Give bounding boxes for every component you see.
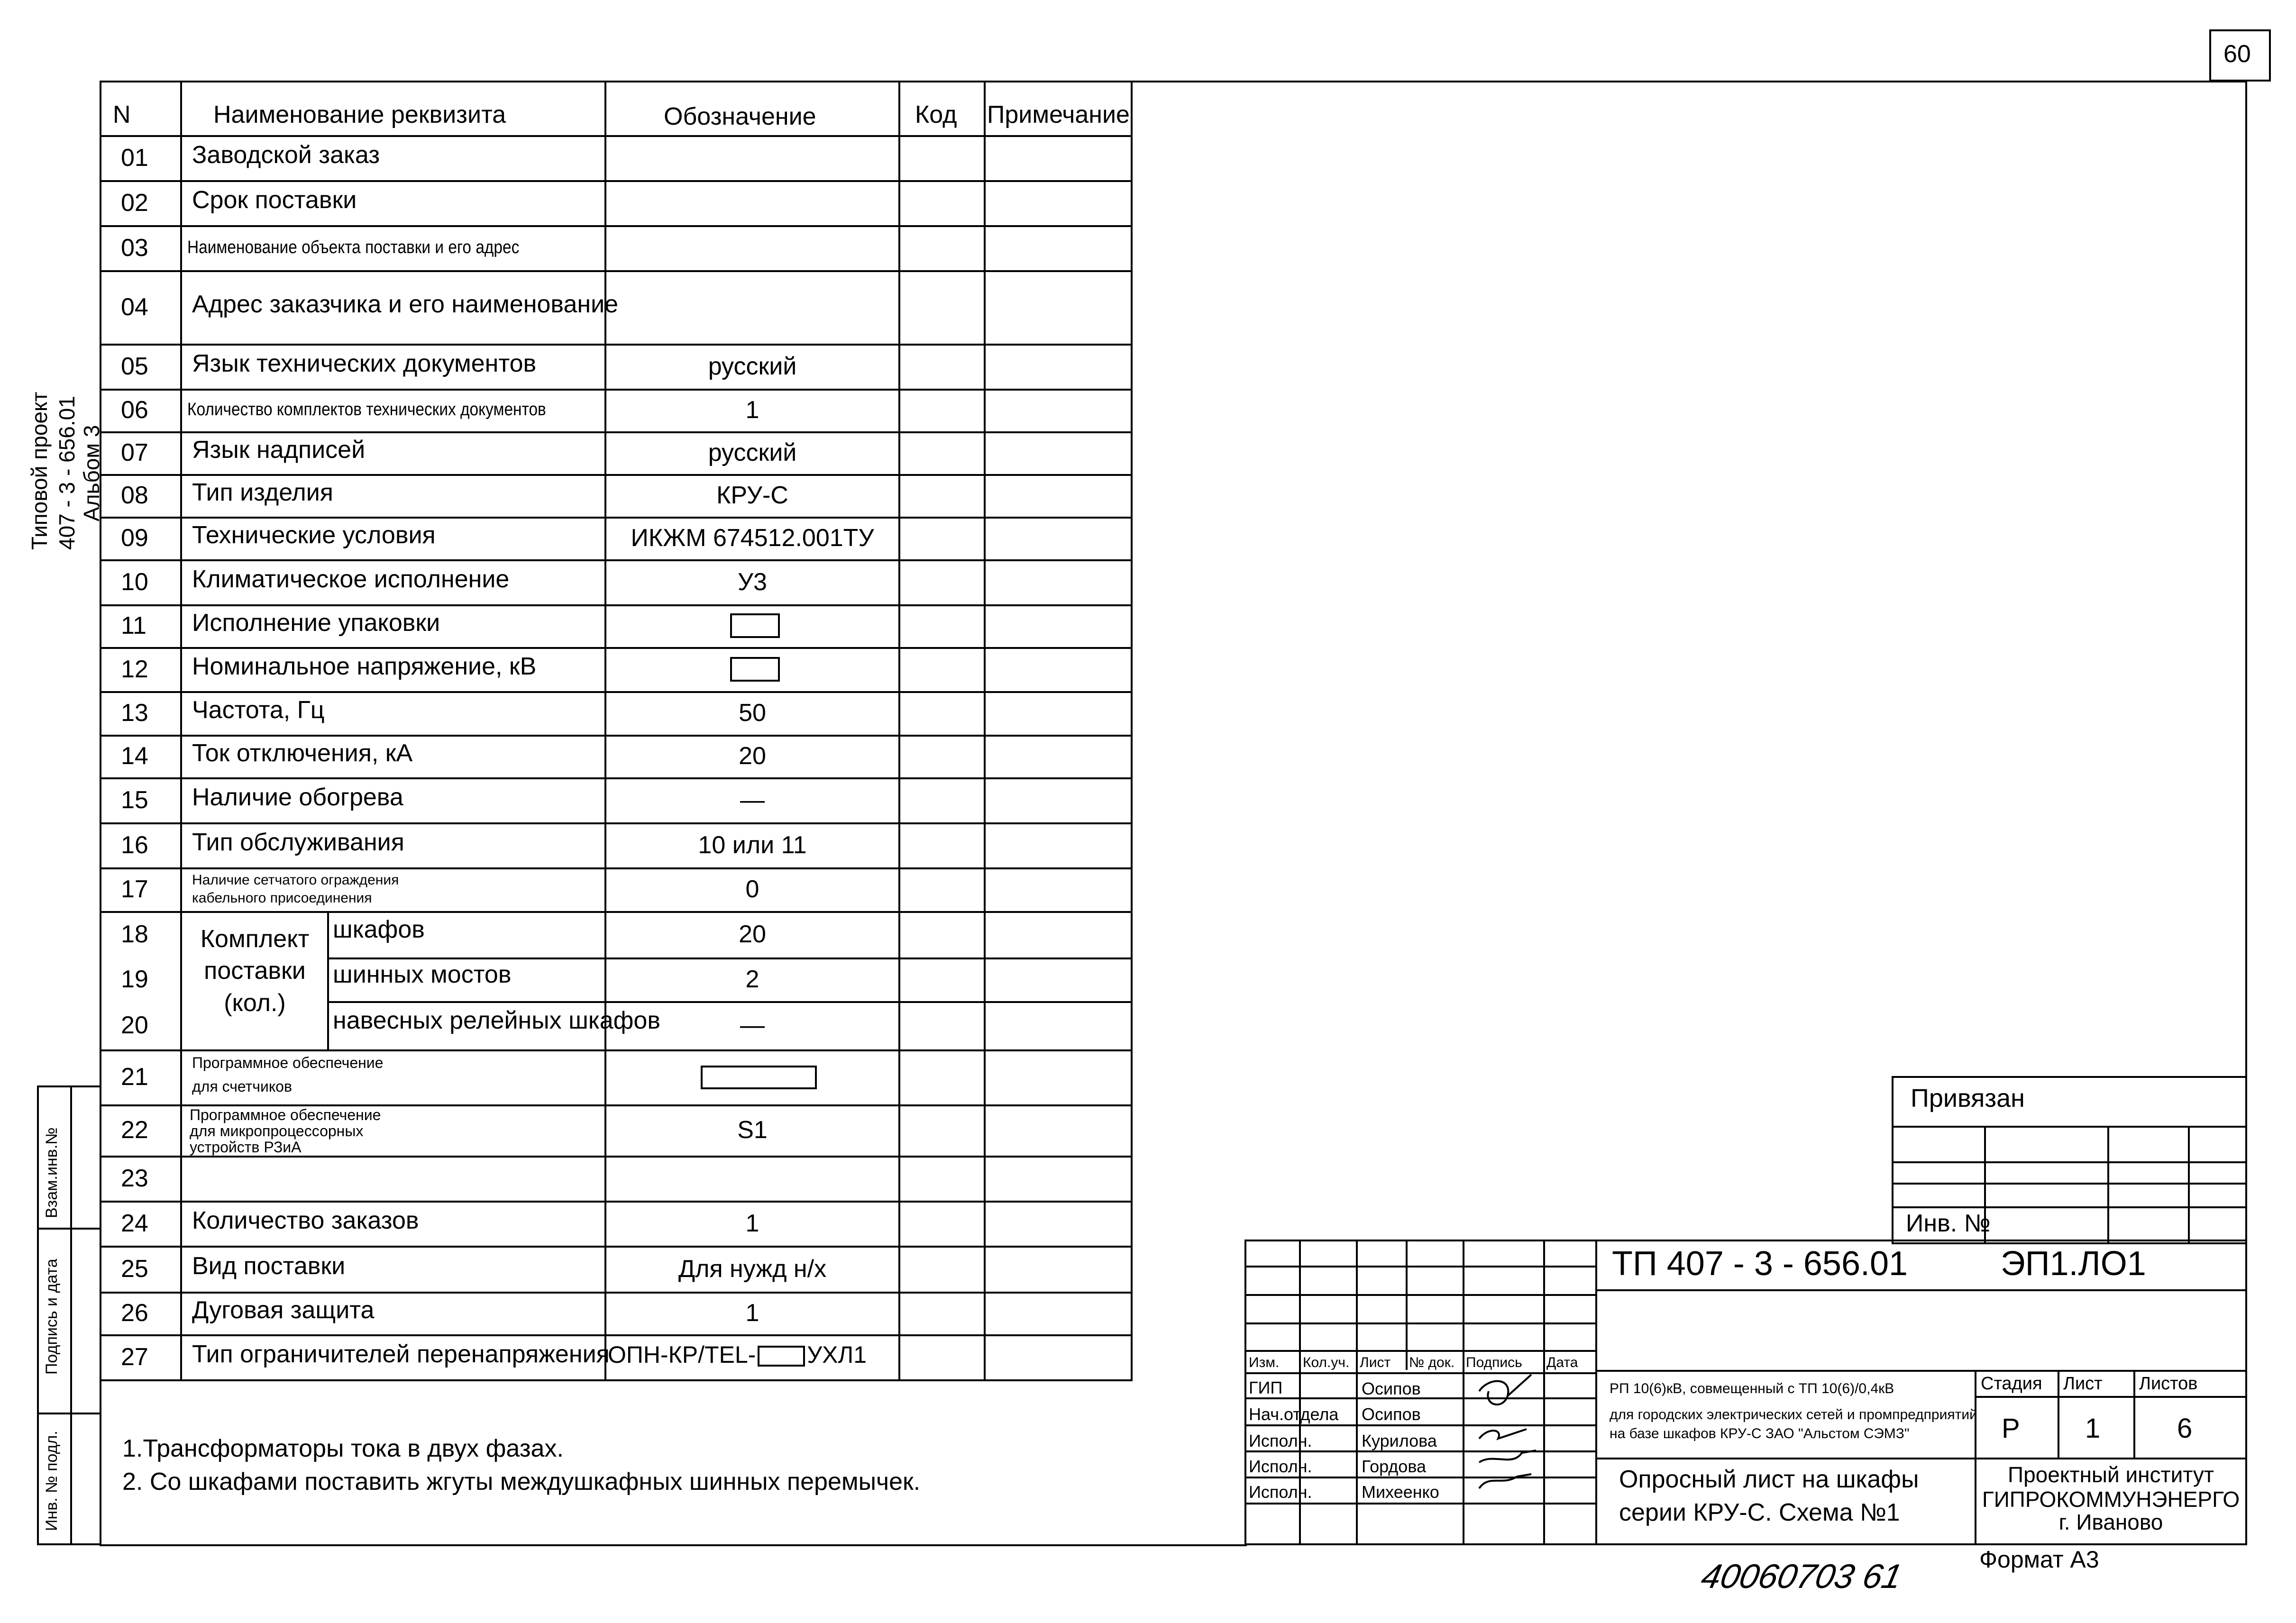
row-value: Для нужд н/х [678,1255,827,1283]
note-1: 1.Трансформаторы тока в двух фазах. [122,1435,564,1462]
table-hline [100,911,1133,913]
row-value: 20 [739,921,766,948]
table-hline [100,1292,1133,1294]
table-hline [327,1001,1133,1003]
row-number: 13 [121,699,148,727]
table-hline [100,1379,1133,1381]
side-fields-line2 [37,1413,101,1414]
row-name-line: для счетчиков [192,1078,292,1095]
table-hline [100,135,1133,137]
row-name-line: кабельного присоединения [192,890,372,906]
row-name: Тип обслуживания [192,828,404,856]
side-fields-line1 [37,1228,101,1230]
tb-col-izm: Изм. [1249,1355,1280,1370]
table-hline [100,777,1133,779]
row-number: 23 [121,1164,148,1192]
row-number: 19 [121,966,148,993]
row-name: Количество комплектов технических документов [187,400,546,419]
table-hline [100,389,1133,391]
row-number: 04 [121,293,148,321]
privyazan-title: Привязан [1911,1084,2025,1112]
table-hline [327,957,1133,959]
row-name: Технические условия [192,521,436,549]
row-name: Срок поставки [192,186,357,214]
header-name: Наименование реквизита [213,101,506,128]
tb-doc-title-line1: Опросный лист на шкафы [1619,1466,1919,1493]
header-code: Код [915,101,957,128]
row-name: Адрес заказчика и его наименование [192,290,619,318]
blank-field[interactable] [730,657,780,682]
tb-desc-line3: на базе шкафов КРУ-С ЗАО "Альстом СЭМЗ" [1610,1426,1910,1441]
tb-name-2: Курилова [1362,1431,1437,1450]
frame-bottom [100,1544,1247,1546]
tb-role-4: Исполн. [1249,1482,1312,1502]
row-name: Исполнение упаковки [192,609,440,637]
group-label-line1: Комплект [200,925,310,953]
row-value: 1 [745,1209,759,1237]
tb-sheets: 6 [2177,1413,2193,1444]
tb-doc-title-line2: серии КРУ-С. Схема №1 [1619,1499,1900,1526]
row-name: Номинальное напряжение, кВ [192,652,537,680]
side-stamp-line1: Типовой проект [27,392,52,550]
table-hline [100,559,1133,561]
row-name: Наименование объекта поставки и его адрес [187,237,520,257]
row-name-line: Программное обеспечение [190,1106,381,1123]
row-number: 18 [121,921,148,948]
handwritten-number: 40060703 61 [1698,1558,1905,1596]
tb-col-podpis: Подпись [1466,1355,1522,1370]
row-number: 21 [121,1063,148,1091]
row-name: Количество заказов [192,1206,419,1234]
row-value: 0 [745,875,759,903]
table-hline [100,1201,1133,1203]
tb-sheet-header: Лист [2063,1374,2103,1394]
blank-field[interactable] [730,613,780,638]
row-name: Заводской заказ [192,141,380,169]
table-hline [100,270,1133,272]
tb-org-line2: ГИПРОКОММУНЭНЕРГО [1982,1487,2240,1512]
row-value: 50 [739,699,766,727]
row-name: Частота, Гц [192,696,325,724]
value-suffix: УХЛ1 [807,1341,867,1368]
row-name: Язык надписей [192,436,366,464]
tb-stage: Р [2002,1413,2020,1444]
row-number: 24 [121,1209,148,1237]
table-hline [100,604,1133,606]
row-value: 1 [745,396,759,424]
table-hline [100,225,1133,227]
tb-col-list: Лист [1360,1355,1391,1370]
row-value: — [740,1012,765,1039]
row-number: 07 [121,439,148,466]
tb-col-data: Дата [1546,1355,1578,1370]
row-number: 03 [121,234,148,262]
row-name: Наличие обогрева [192,783,403,811]
side-stamp-line2: 407 - 3 - 656.01 [55,396,79,550]
tb-desc-line2: для городских электрических сетей и промпредприятий [1610,1407,1977,1422]
tb-stage-header: Стадия [1981,1374,2042,1394]
row-value: 1 [745,1299,759,1327]
tb-sheet-code: ЭП1.ЛО1 [2001,1245,2146,1283]
tb-role-1: Нач.отдела [1249,1404,1339,1424]
row-number: 05 [121,352,148,380]
row-number: 06 [121,396,148,424]
table-hline [100,691,1133,693]
tb-doc-code: ТП 407 - 3 - 656.01 [1612,1245,1908,1283]
row-number: 08 [121,482,148,509]
row-number: 10 [121,568,148,596]
tb-sheet: 1 [2085,1413,2101,1444]
tb-role-0: ГИП [1249,1378,1283,1397]
group-label-line3: (кол.) [224,989,286,1017]
row-name-line: Наличие сетчатого ограждения [192,872,399,888]
row-value: ИКЖМ 674512.001ТУ [631,524,874,552]
side-fields-divider [70,1085,72,1545]
row-number: 09 [121,524,148,552]
row-value: русский [708,352,797,380]
row-name: шкафов [333,916,425,943]
row-number: 02 [121,189,148,217]
table-hline [100,867,1133,869]
row-number: 14 [121,742,148,770]
row-number: 25 [121,1255,148,1283]
tb-name-3: Гордова [1362,1457,1427,1476]
table-hline [100,81,1133,82]
table-hline [100,180,1133,182]
header-designation: Обозначение [664,103,816,130]
table-hline [100,647,1133,649]
row-value: У3 [738,568,767,596]
row-name: Вид поставки [192,1252,346,1280]
row-number: 17 [121,875,148,903]
tb-name-4: Михеенко [1362,1482,1439,1502]
format-label: Формат А3 [1979,1546,2099,1573]
row-name-line: для микропроцессорных [190,1122,364,1140]
row-name: Язык технических документов [192,349,537,377]
side-field-podpis: Подпись и дата [43,1258,61,1375]
row-number: 20 [121,1012,148,1039]
blank-field[interactable] [701,1066,817,1089]
tb-col-kolych: Кол.уч. [1303,1355,1350,1370]
row-name: Тип ограничителей перенапряжения [192,1340,610,1368]
tb-org-line3: г. Иваново [2058,1510,2163,1534]
row-number: 12 [121,655,148,683]
row-value: S1 [737,1116,768,1144]
row-value: 10 или 11 [698,831,807,859]
page-number: 60 [2223,40,2251,68]
side-field-vzam: Взам.инв.№ [43,1127,61,1218]
table-hline [100,822,1133,824]
header-note: Примечание [987,101,1130,128]
tb-col-ndok: № док. [1409,1355,1455,1370]
row-number: 22 [121,1116,148,1144]
value-prefix: ОПН-КР/TEL- [608,1341,756,1368]
tb-role-2: Исполн. [1249,1431,1312,1450]
table-hline [100,735,1133,737]
row-value: — [740,786,765,814]
tb-org-line1: Проектный институт [2008,1462,2214,1487]
row-value: 2 [745,966,759,993]
side-field-inv: Инв. № подл. [43,1431,61,1531]
tb-name-1: Осипов [1362,1404,1421,1424]
row-value: русский [708,439,797,466]
row-name: Климатическое исполнение [192,565,510,593]
row-name: шинных мостов [333,961,512,988]
table-hline [100,1156,1133,1158]
table-hline [100,517,1133,519]
row-number: 11 [121,612,146,639]
row-name: Дуговая защита [192,1296,375,1324]
row-name: Тип изделия [192,479,333,506]
row-name: навесных релейных шкафов [333,1007,660,1034]
table-hline [100,1049,1133,1051]
row-number: 01 [121,144,148,172]
header-n: N [113,101,131,128]
table-hline [100,344,1133,346]
note-2: 2. Со шкафами поставить жгуты междушкафных шинных перемычек. [122,1468,921,1495]
table-hline [100,474,1133,476]
row-number: 16 [121,831,148,859]
privyazan-inv: Инв. № [1906,1210,1991,1237]
side-stamp-line3: Альбом 3 [79,425,104,521]
row-value: КРУ-С [716,482,788,509]
tb-name-0: Осипов [1362,1379,1421,1398]
tb-sheets-header: Листов [2139,1374,2198,1394]
row-name-line: Программное обеспечение [192,1054,384,1071]
signature-scribbles [1470,1372,1541,1505]
row-name: Ток отключения, кА [192,739,413,767]
blank-field[interactable] [758,1346,805,1367]
row-value [608,1343,867,1367]
row-number: 15 [121,786,148,814]
row-number: 27 [121,1343,148,1371]
row-number: 26 [121,1299,148,1327]
tb-role-3: Исполн. [1249,1457,1312,1476]
tb-desc-line1: РП 10(6)кВ, совмещенный с ТП 10(6)/0,4кВ [1610,1381,1894,1396]
table-hline [100,1246,1133,1248]
group-label-line2: поставки [204,957,306,985]
row-value: 20 [739,742,766,770]
row-name-line: устройств РЗиА [190,1139,302,1156]
table-hline [100,431,1133,433]
table-hline [100,1334,1133,1336]
